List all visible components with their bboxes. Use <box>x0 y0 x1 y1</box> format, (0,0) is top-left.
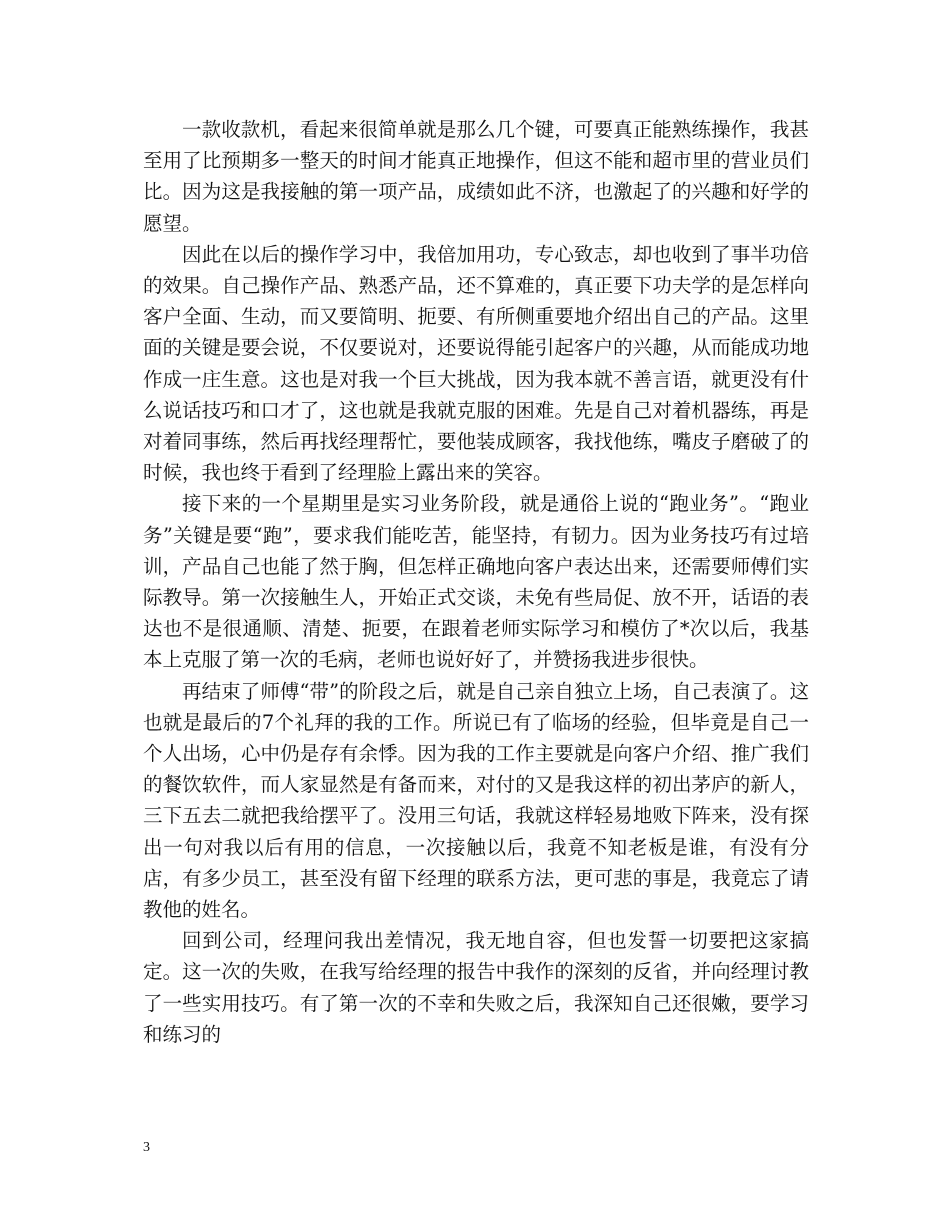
paragraph-4: 再结束了师傅“带”的阶段之后，就是自己亲自独立上场，自己表演了。这也就是最后的7个礼拜的我的工作。所说已有了临场的经验，但毕竟是自己一个人出场，心中仍是存有余悸。因为我的工作主要就是向客户介绍、推广我们的餐饮软件，而人家显然是有备而来，对付的又是我这样的初出茅庐的新人，三下五去二就把我给摆平了。没用三句话，我就这样轻易地败下阵来，没有探出一句对我以后有用的信息，一次接触以后，我竟不知老板是谁，有没有分店，有多少员工，甚至没有留下经理的联系方法，更可悲的事是，我竟忘了请教他的姓名。 <box>143 679 809 922</box>
body-text <box>143 114 809 1050</box>
paragraph-1: 一款收款机，看起来很简单就是那么几个键，可要真正能熟练操作，我甚至用了比预期多一整天的时间才能真正地操作，但这不能和超市里的营业员们比。因为这是我接触的第一项产品，成绩如此不济，也激起了的兴趣和好学的愿望。 <box>143 118 809 235</box>
paragraph-5: 回到公司，经理问我出差情况，我无地自容，但也发誓一切要把这家搞定。这一次的失败，在我写给经理的报告中我作的深刻的反省，并向经理讨教了一些实用技巧。有了第一次的不幸和失败之后，我深知自己还很嫩，要学习和练习的 <box>143 929 809 1046</box>
paragraph-2: 因此在以后的操作学习中，我倍加用功，专心致志，却也收到了事半功倍的效果。自己操作产品、熟悉产品，还不算难的，真正要下功夫学的是怎样向客户全面、生动，而又要简明、扼要、有所侧重要地介绍出自己的产品。这里面的关键是要会说，不仅要说对，还要说得能引起客户的兴趣，从而能成功地作成一庄生意。这也是对我一个巨大挑战，因为我本就不善言语，就更没有什么说话技巧和口才了，这也就是我就克服的困难。先是自己对着机器练，再是对着同事练，然后再找经理帮忙，要他装成顾客，我找他练，嘴皮子磨破了的时候，我也终于看到了经理脸上露出来的笑容。 <box>143 242 809 485</box>
paragraph-3: 接下来的一个星期里是实习业务阶段，就是通俗上说的“跑业务”。“跑业务”关键是要“跑”，要求我们能吃苦，能坚持，有韧力。因为业务技巧有过培训，产品自己也能了然于胸，但怎样正确地向客户表达出来，还需要师傅们实际教导。第一次接触生人，开始正式交谈，未免有些局促、放不开，话语的表达也不是很通顺、清楚、扼要，在跟着老师实际学习和模仿了*次以后，我基本上克服了第一次的毛病，老师也说好好了，并赞扬我进步很快。 <box>143 492 809 672</box>
page-number: 3 <box>143 1140 150 1155</box>
